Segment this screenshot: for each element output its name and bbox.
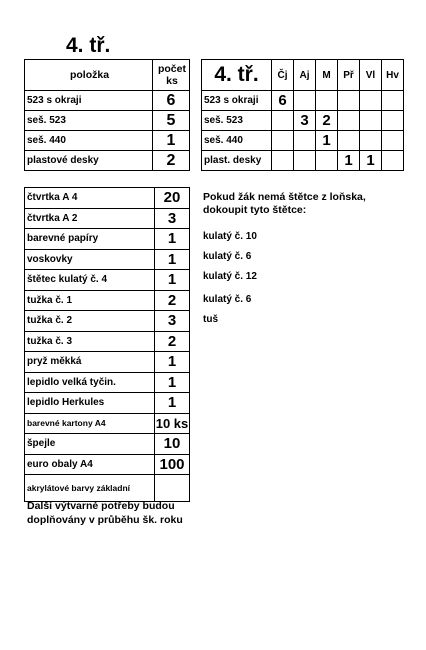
brush-item: tuš bbox=[203, 314, 218, 325]
brush-item: kulatý č. 6 bbox=[203, 251, 252, 262]
cell bbox=[338, 111, 360, 131]
item-count: 1 bbox=[155, 393, 190, 414]
item-count bbox=[155, 475, 190, 502]
item-name: seš. 440 bbox=[25, 131, 153, 151]
item-name: tužka č. 2 bbox=[25, 311, 155, 332]
column-header: Vl bbox=[360, 60, 382, 91]
item-name: špejle bbox=[25, 434, 155, 455]
table-row bbox=[25, 454, 190, 475]
table-row bbox=[25, 270, 190, 291]
column-header: Př bbox=[338, 60, 360, 91]
table-row bbox=[25, 413, 190, 434]
cell bbox=[382, 91, 404, 111]
brush-item: kulatý č. 12 bbox=[203, 271, 257, 282]
item-name: tužka č. 3 bbox=[25, 331, 155, 352]
item-name: seš. 523 bbox=[202, 111, 272, 131]
table-row bbox=[25, 475, 190, 502]
cell bbox=[382, 111, 404, 131]
table-row bbox=[25, 188, 190, 209]
cell: 2 bbox=[316, 111, 338, 131]
cell: 6 bbox=[272, 91, 294, 111]
table-row bbox=[25, 111, 190, 131]
item-count: 1 bbox=[155, 249, 190, 270]
table-row bbox=[202, 91, 404, 111]
item-name: seš. 440 bbox=[202, 131, 272, 151]
item-name: 523 s okraji bbox=[202, 91, 272, 111]
table-row bbox=[25, 372, 190, 393]
item-name: lepidlo velká tyčin. bbox=[25, 372, 155, 393]
cell bbox=[382, 131, 404, 151]
item-name: akrylátové barvy základní bbox=[25, 475, 155, 502]
table-row bbox=[202, 131, 404, 151]
cell: 1 bbox=[360, 151, 382, 171]
item-name: čtvrtka A 2 bbox=[25, 208, 155, 229]
item-count: 10 bbox=[155, 434, 190, 455]
item-count: 1 bbox=[155, 270, 190, 291]
table-row bbox=[25, 91, 190, 111]
item-count: 10 ks bbox=[155, 413, 190, 434]
item-name: barevné papíry bbox=[25, 229, 155, 250]
table-row bbox=[202, 151, 404, 171]
item-name: plast. desky bbox=[202, 151, 272, 171]
cell bbox=[294, 131, 316, 151]
table-row bbox=[25, 434, 190, 455]
subject-table-title: 4. tř. bbox=[202, 60, 272, 91]
items-table bbox=[24, 59, 190, 171]
cell bbox=[294, 151, 316, 171]
item-name: tužka č. 1 bbox=[25, 290, 155, 311]
table-row bbox=[25, 331, 190, 352]
item-count: 2 bbox=[153, 151, 190, 171]
cell bbox=[272, 131, 294, 151]
column-header: Hv bbox=[382, 60, 404, 91]
cell: 3 bbox=[294, 111, 316, 131]
item-count: 20 bbox=[155, 188, 190, 209]
column-header: Čj bbox=[272, 60, 294, 91]
item-name: 523 s okraji bbox=[25, 91, 153, 111]
item-name: voskovky bbox=[25, 249, 155, 270]
item-count: 6 bbox=[153, 91, 190, 111]
table-row bbox=[25, 249, 190, 270]
item-count: 1 bbox=[155, 229, 190, 250]
header-count: počet ks bbox=[153, 60, 190, 91]
item-count: 3 bbox=[155, 311, 190, 332]
table-row bbox=[25, 311, 190, 332]
table-row bbox=[25, 393, 190, 414]
page-title: 4. tř. bbox=[66, 34, 111, 57]
item-name: seš. 523 bbox=[25, 111, 153, 131]
cell: 1 bbox=[316, 131, 338, 151]
cell bbox=[360, 131, 382, 151]
table-row bbox=[25, 208, 190, 229]
table-row bbox=[25, 151, 190, 171]
item-name: pryž měkká bbox=[25, 352, 155, 373]
item-count: 100 bbox=[155, 454, 190, 475]
cell bbox=[338, 91, 360, 111]
item-name: plastové desky bbox=[25, 151, 153, 171]
brush-note: Pokud žák nemá štětce z loňska, dokoupit tyto štětce: bbox=[203, 191, 366, 216]
table-row bbox=[25, 352, 190, 373]
column-header: M bbox=[316, 60, 338, 91]
cell bbox=[294, 91, 316, 111]
subject-table bbox=[201, 59, 404, 171]
brush-item: kulatý č. 10 bbox=[203, 231, 257, 242]
footer-note: Další výtvarné potřeby budou doplňovány v průběhu šk. roku bbox=[27, 500, 183, 526]
item-count: 1 bbox=[153, 131, 190, 151]
table-row bbox=[25, 229, 190, 250]
cell bbox=[382, 151, 404, 171]
item-count: 2 bbox=[155, 290, 190, 311]
item-name: barevné kartony A4 bbox=[25, 413, 155, 434]
item-count: 3 bbox=[155, 208, 190, 229]
column-header: Aj bbox=[294, 60, 316, 91]
table-row bbox=[25, 290, 190, 311]
cell: 1 bbox=[338, 151, 360, 171]
brush-item: kulatý č. 6 bbox=[203, 294, 252, 305]
item-count: 5 bbox=[153, 111, 190, 131]
cell bbox=[360, 111, 382, 131]
item-name: čtvrtka A 4 bbox=[25, 188, 155, 209]
item-count: 1 bbox=[155, 372, 190, 393]
item-name: lepidlo Herkules bbox=[25, 393, 155, 414]
table-row bbox=[25, 131, 190, 151]
item-name: euro obaly A4 bbox=[25, 454, 155, 475]
cell bbox=[360, 91, 382, 111]
table-row bbox=[202, 111, 404, 131]
header-item: položka bbox=[25, 60, 153, 91]
item-count: 2 bbox=[155, 331, 190, 352]
art-supplies-table bbox=[24, 187, 190, 502]
cell bbox=[316, 151, 338, 171]
item-count: 1 bbox=[155, 352, 190, 373]
cell bbox=[272, 111, 294, 131]
cell bbox=[272, 151, 294, 171]
item-name: štětec kulatý č. 4 bbox=[25, 270, 155, 291]
cell bbox=[316, 91, 338, 111]
cell bbox=[338, 131, 360, 151]
